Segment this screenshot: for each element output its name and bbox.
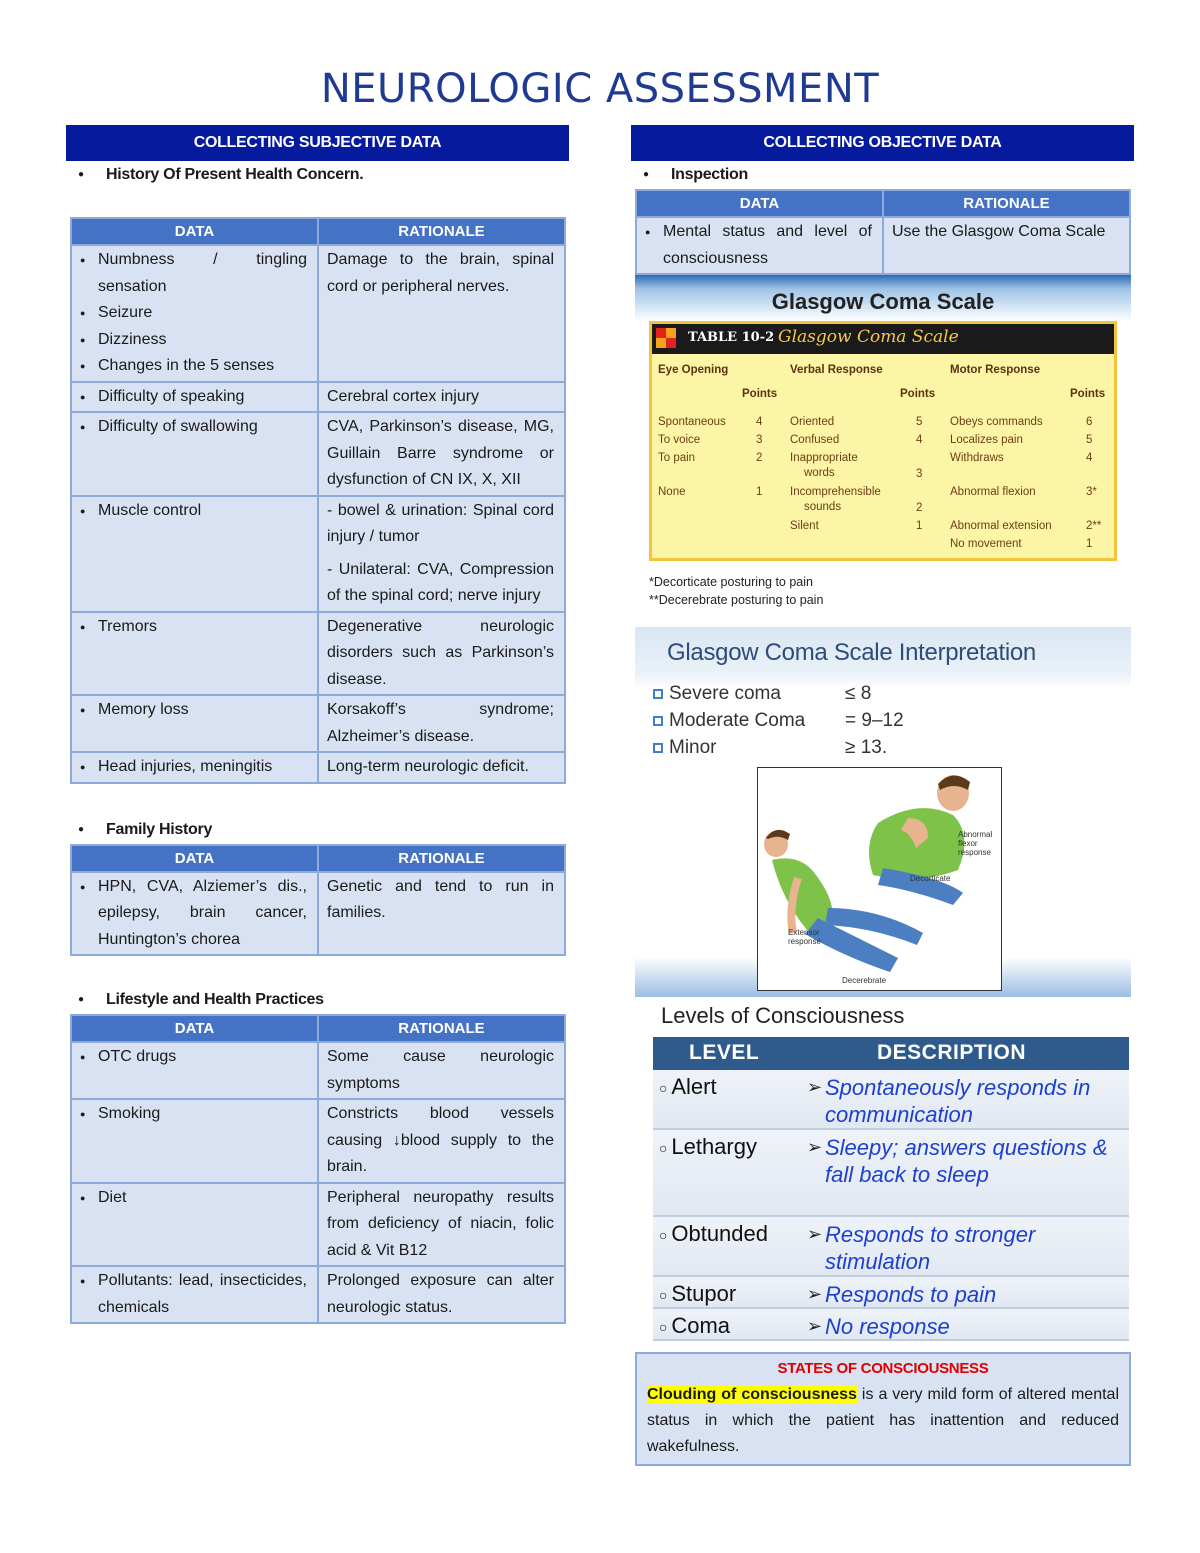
rationale-text: Korsakoff’s syndrome; Alzheimer’s disease. — [327, 701, 554, 745]
logo-square-icon — [656, 338, 666, 348]
verbal-points: 5 — [916, 416, 923, 428]
rationale-text: - bowel & urination: Spinal cord injury / tumor — [327, 501, 554, 545]
level-description: ➢ Responds to stronger stimulation — [807, 1221, 1123, 1275]
motor-header: Motor Response — [950, 364, 1041, 376]
table-row — [71, 382, 565, 413]
gcs-table — [649, 321, 1117, 561]
rationale-cell: Use the Glasgow Coma Scale — [883, 217, 1130, 274]
figure-label: Decerebrate — [842, 976, 887, 985]
table-row — [71, 1042, 565, 1099]
posturing-illustration-icon — [758, 768, 1001, 990]
rationale-text: Genetic and tend to run in families. — [327, 877, 554, 921]
rationale-text: Prolonged exposure can alter neurologic status. — [327, 1272, 554, 1316]
rationale-cell — [318, 1183, 565, 1267]
hpi-heading: ● History Of Present Health Concern. — [66, 161, 569, 189]
rationale-cell — [318, 496, 565, 612]
points-header: Points — [742, 388, 778, 400]
verbal-label: Silent — [790, 520, 819, 532]
gcs-slide — [635, 275, 1131, 627]
logo-square-icon — [666, 328, 676, 338]
table-row — [71, 1266, 565, 1323]
col-data-header: DATA — [71, 218, 318, 245]
verbal-label: Incomprehensible — [790, 486, 881, 498]
gcs-table-name: Glasgow Coma Scale — [778, 327, 959, 347]
rationale-cell — [318, 752, 565, 783]
table-row — [71, 695, 565, 752]
states-description: is a very mild form of altered mental status in which the patient has inattention and reduced wakefulness. — [647, 1386, 1119, 1455]
interpretation-value: ≥ 13. — [845, 737, 888, 758]
rationale-cell — [318, 412, 565, 496]
level-description: ➢ No response — [807, 1313, 1123, 1340]
table-row — [71, 1099, 565, 1183]
eye-points: 2 — [756, 452, 763, 464]
level-name: ○ Obtunded — [659, 1221, 768, 1247]
col-rationale-header: RATIONALE — [318, 845, 565, 872]
level-col-header: LEVEL — [689, 1041, 760, 1064]
rationale-text: Damage to the brain, spinal cord or peripheral nerves. — [327, 251, 554, 295]
table-row — [71, 496, 565, 612]
motor-points: 6 — [1086, 416, 1093, 428]
data-item: ● Pollutants: lead, insecticides, chemicals — [80, 1268, 307, 1321]
gcs-note: *Decorticate posturing to pain — [649, 575, 813, 589]
hpi-table — [70, 217, 566, 784]
table-row — [71, 245, 565, 382]
motor-points: 5 — [1086, 434, 1093, 446]
table-row — [71, 872, 565, 956]
states-of-consciousness-box — [635, 1352, 1131, 1466]
rationale-cell — [318, 872, 565, 956]
objective-column — [631, 125, 1134, 1466]
gcs-interpretation-slide — [635, 627, 1131, 997]
verbal-header: Verbal Response — [790, 364, 883, 376]
states-title: STATES OF CONSCIOUSNESS — [777, 1360, 989, 1377]
col-data-header: DATA — [71, 845, 318, 872]
rationale-cell — [318, 1042, 565, 1099]
highlighted-term: Clouding of consciousness — [647, 1386, 857, 1403]
inspection-table — [635, 189, 1131, 275]
level-row — [653, 1130, 1129, 1217]
points-header: Points — [900, 388, 936, 400]
page-title: NEUROLOGIC ASSESSMENT — [320, 66, 880, 112]
level-name: ○ Lethargy — [659, 1134, 757, 1160]
interpretation-title: Glasgow Coma Scale Interpretation — [667, 639, 1036, 666]
interpretation-row — [653, 683, 781, 705]
lifestyle-table — [70, 1014, 566, 1324]
level-name: ○ Stupor — [659, 1281, 736, 1307]
motor-label: Abnormal extension — [950, 520, 1052, 532]
data-item: ● Head injuries, meningitis — [80, 754, 307, 781]
motor-label: Withdraws — [950, 452, 1004, 464]
eye-points: 4 — [756, 416, 763, 428]
points-header: Points — [1070, 388, 1106, 400]
gcs-table-number: TABLE 10-2 — [688, 330, 775, 345]
level-description: ➢ Responds to pain — [807, 1281, 1123, 1308]
motor-label: Localizes pain — [950, 434, 1023, 446]
eye-label: None — [658, 486, 686, 498]
posturing-figure — [757, 767, 1002, 991]
gcs-image — [635, 275, 1131, 1352]
data-item: ● Numbness / tingling sensation — [80, 247, 307, 300]
data-item: ● Difficulty of swallowing — [80, 414, 307, 441]
desc-col-header: DESCRIPTION — [877, 1041, 1027, 1064]
lifestyle-heading: ● Lifestyle and Health Practices — [66, 986, 569, 1014]
levels-of-consciousness-slide — [635, 997, 1131, 1352]
checkbox-bullet-icon — [653, 743, 663, 753]
table-row — [71, 752, 565, 783]
data-item: ● OTC drugs — [80, 1044, 307, 1071]
data-item: ● Seizure — [80, 300, 307, 327]
data-item: ● HPN, CVA, Alziemer’s dis., epilepsy, brain cancer, Huntington’s chorea — [80, 874, 307, 954]
data-item: ● Tremors — [80, 614, 307, 641]
col-data-header: DATA — [636, 190, 883, 217]
table-row — [71, 612, 565, 696]
levels-header — [653, 1037, 1129, 1070]
checkbox-bullet-icon — [653, 689, 663, 699]
levels-title: Levels of Consciousness — [661, 1003, 905, 1028]
motor-label: Obeys commands — [950, 416, 1043, 428]
data-item: ● Muscle control — [80, 498, 307, 525]
data-item: ● Dizziness — [80, 327, 307, 354]
verbal-points: 1 — [916, 520, 923, 532]
table-row — [636, 217, 1130, 274]
motor-points: 3* — [1086, 486, 1097, 498]
col-rationale-header: RATIONALE — [318, 218, 565, 245]
level-row — [653, 1070, 1129, 1130]
rationale-text: Long-term neurologic deficit. — [327, 758, 529, 775]
data-item: ● Memory loss — [80, 697, 307, 724]
verbal-label: Confused — [790, 434, 840, 446]
rationale-text: Constricts blood vessels causing ↓blood supply to the brain. — [327, 1105, 554, 1175]
checkbox-bullet-icon — [653, 716, 663, 726]
motor-points: 4 — [1086, 452, 1093, 464]
motor-points: 2** — [1086, 520, 1102, 532]
verbal-label: Oriented — [790, 416, 835, 428]
logo-square-icon — [666, 338, 676, 348]
figure-label: Extensor response — [788, 928, 821, 946]
col-rationale-header: RATIONALE — [883, 190, 1130, 217]
eye-label: Spontaneous — [658, 416, 726, 428]
level-description: ➢ Sleepy; answers questions & fall back to sleep — [807, 1134, 1123, 1188]
rationale-cell — [318, 245, 565, 382]
subjective-column — [66, 125, 569, 1324]
col-data-header: DATA — [71, 1015, 318, 1042]
rationale-text: Degenerative neurologic disorders such as Parkinson’s disease. — [327, 617, 554, 688]
data-item: ● Smoking — [80, 1101, 307, 1128]
interpretation-label: Minor — [669, 737, 717, 758]
gcs-slide-title: Glasgow Coma Scale — [771, 289, 995, 314]
verbal-points: 3 — [916, 468, 923, 480]
level-name: ○ Coma — [659, 1313, 730, 1339]
data-item: ● Changes in the 5 senses — [80, 353, 307, 380]
interpretation-label: Moderate Coma — [669, 710, 806, 731]
rationale-cell — [318, 1266, 565, 1323]
level-description: ➢ Spontaneously responds in communication — [807, 1074, 1123, 1128]
level-name: ○ Alert — [659, 1074, 717, 1100]
interpretation-row — [653, 737, 717, 759]
eye-points: 3 — [756, 434, 763, 446]
objective-header: COLLECTING OBJECTIVE DATA — [631, 125, 1134, 161]
figure-label: Abnormal flexor response — [958, 830, 993, 857]
rationale-cell — [318, 695, 565, 752]
logo-square-icon — [656, 328, 666, 338]
family-heading: ● Family History — [66, 816, 569, 844]
interpretation-label: Severe coma — [669, 683, 781, 704]
verbal-label: words — [804, 467, 835, 479]
inspection-heading: ● Inspection — [631, 161, 1134, 189]
family-table — [70, 844, 566, 957]
eye-points: 1 — [756, 486, 763, 498]
rationale-text: Peripheral neuropathy results from deficiency of niacin, folic acid & Vit B12 — [327, 1188, 554, 1259]
level-row — [653, 1217, 1129, 1277]
gcs-table-header — [652, 324, 1114, 354]
level-row — [653, 1277, 1129, 1309]
rationale-cell — [318, 1099, 565, 1183]
verbal-label: Inappropriate — [790, 452, 858, 464]
rationale-text: - Unilateral: CVA, Compression of the spinal cord; nerve injury — [327, 560, 554, 604]
subjective-header: COLLECTING SUBJECTIVE DATA — [66, 125, 569, 161]
motor-label: Abnormal flexion — [950, 486, 1036, 498]
rationale-cell — [318, 612, 565, 696]
rationale-text: Cerebral cortex injury — [327, 387, 480, 405]
level-row — [653, 1309, 1129, 1341]
rationale-text: CVA, Parkinson’s disease, MG, Guillain Barre syndrome or dysfunction of CN IX, X, XII — [327, 418, 554, 488]
data-item: ● Mental status and level of consciousness — [645, 219, 872, 272]
gcs-note: **Decerebrate posturing to pain — [649, 593, 824, 607]
motor-points: 1 — [1086, 538, 1093, 550]
motor-label: No movement — [950, 538, 1022, 550]
col-rationale-header: RATIONALE — [318, 1015, 565, 1042]
data-item: ● Difficulty of speaking — [80, 384, 307, 411]
verbal-points: 4 — [916, 434, 923, 446]
states-text — [647, 1382, 1119, 1460]
verbal-points: 2 — [916, 502, 923, 514]
interpretation-value: = 9–12 — [845, 710, 904, 731]
figure-label: Decorticate — [910, 874, 951, 883]
interpretation-value: ≤ 8 — [845, 683, 872, 704]
verbal-label: sounds — [804, 501, 842, 513]
data-item: ● Diet — [80, 1185, 307, 1212]
eye-label: To pain — [658, 452, 696, 464]
rationale-text: Some cause neurologic symptoms — [327, 1048, 554, 1092]
rationale-cell — [318, 382, 565, 413]
table-row — [71, 1183, 565, 1267]
eye-label: To voice — [658, 434, 701, 446]
eye-header: Eye Opening — [658, 364, 729, 376]
table-row — [71, 412, 565, 496]
interpretation-row — [653, 710, 805, 732]
